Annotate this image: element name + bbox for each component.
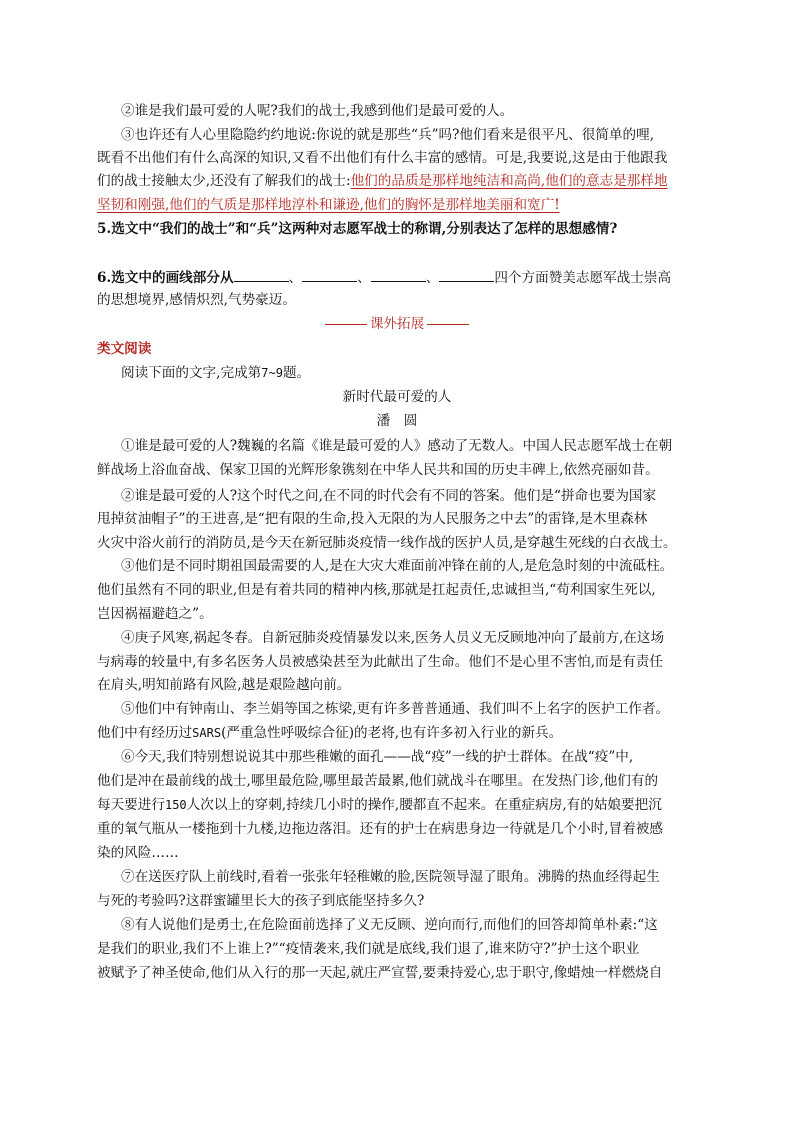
article-p8-line-2: 是我们的职业,我们不上谁上?”“疫情袭来,我们就是底线,我们退了,谁来防守?”护士这个职业 [97, 941, 640, 957]
reading-label: 类文阅读 [97, 341, 152, 357]
instruction-text: 题。 [282, 365, 311, 381]
underlined-passage: 坚韧和刚强,他们的气质是那样地淳朴和谦逊,他们的胸怀是那样地美丽和宽广! [97, 197, 560, 213]
article-p2-line-3: 火灾中浴火前行的消防员,是今天在新冠肺炎疫情一线作战的医护人员,是穿越生死线的白衣战士。 [97, 535, 677, 551]
article-p6-line-4: 重的氧气瓶从一楼拖到十九楼,边拖边落泪。还有的护士在病患身边一待就是几个小时,冒着被感 [97, 821, 663, 837]
article-p2-line-2: 甩掉贫油帽子”的王进喜,是“把有限的生命,投入无限的为人民服务之中去”的雷锋,是木里森林 [97, 511, 648, 527]
underlined-passage: 他们的品质是那样地纯洁和高尚,他们的意志是那样地 [350, 173, 668, 189]
article-title: 新时代最可爱的人 [342, 389, 452, 405]
article-p2-line-1: ②谁是最可爱的人?这个时代之问,在不同的时代会有不同的答案。他们是“拼命也要为国家 [121, 488, 657, 504]
text: 人次以上的穿刺,持续几小时的操作,腰都直不起来。在重症病房,有的姑娘要把沉 [186, 797, 662, 813]
separator: 、 [357, 270, 371, 286]
question-6-line-2: 的思想境界,感情炽烈,气势豪迈。 [97, 292, 296, 308]
answer-blank-2[interactable] [302, 267, 357, 282]
article-p4-line-1: ④庚子风寒,祸起冬春。自新冠肺炎疫情暴发以来,医务人员义无反顾地冲向了最前方,在这场 [121, 630, 665, 646]
paragraph-3-line-2: 既看不出他们有什么高深的知识,又看不出他们有什么丰富的感情。可是,我要说,这是由于他跟我 [97, 150, 668, 166]
article-p6-line-1: ⑥今天,我们特别想说说其中那些稚嫩的面孔——战“疫”一线的护士群体。在战“疫”中, [121, 749, 634, 765]
text: 每天要进行 [97, 797, 165, 813]
paragraph-3-line-1: ③也许还有人心里隐隐约约地说:你说的就是那些“兵”吗?他们看来是很平凡、很简单的哩, [121, 127, 655, 143]
article-p3-line-2: 他们虽然有不同的职业,但是有着共同的精神内核,那就是扛起责任,忠诚担当,“苟利国家生死以, [97, 582, 656, 598]
article-p8-line-3: 被赋予了神圣使命,他们从入行的那一天起,就庄严宣誓,要秉持爱心,忠于职守,像蜡烛一样燃烧自 [97, 965, 663, 981]
number: 150 [164, 798, 187, 812]
article-p6-line-5: 染的风险…… [97, 845, 179, 861]
question-range: 7~9 [261, 366, 283, 380]
separator: 、 [425, 270, 440, 286]
heading-rule-right [427, 324, 469, 325]
paragraph-2: ②谁是我们最可爱的人呢?我们的战士,我感到他们是最可爱的人。 [121, 103, 514, 119]
section-heading [0, 315, 794, 333]
paragraph-3-line-4 [97, 196, 560, 214]
heading-rule-left [325, 324, 367, 325]
article-p4-line-2: 与病毒的较量中,有多名医务人员被感染甚至为此献出了生命。他们不是心里不害怕,而是有责任 [97, 654, 663, 670]
article-p1-line-1: ①谁是最可爱的人?魏巍的名篇《谁是最可爱的人》感动了无数人。中国人民志愿军战士在朝 [121, 438, 673, 454]
text: 他们中有经历过 [97, 725, 193, 741]
paragraph-3-line-3 [97, 172, 668, 190]
article-p3-line-1: ③他们是不同时期祖国最需要的人,是在大灾大难面前冲锋在前的人,是危急时刻的中流砥柱。 [121, 558, 674, 574]
article-p6-line-3 [97, 796, 662, 814]
sars-abbrev: SARS [192, 726, 222, 740]
instruction-text: 阅读下面的文字,完成第 [121, 365, 262, 381]
article-p5-line-1: ⑤他们中有钟南山、李兰娟等国之栋梁,更有许多普普通通、我们叫不上名字的医护工作者。 [121, 701, 670, 717]
answer-blank-4[interactable] [439, 267, 494, 282]
article-p7-line-2: 与死的考验吗?这群蜜罐里长大的孩子到底能坚持多久? [97, 893, 425, 909]
question-6-suffix: 四个方面赞美志愿军战士崇高 [494, 270, 672, 286]
article-p6-line-2: 他们是冲在最前线的战士,哪里最危险,哪里最苦最累,他们就战斗在哪里。在发热门诊,他们有的 [97, 773, 659, 789]
article-p3-line-3: 岂因祸福避趋之”。 [97, 606, 213, 622]
text: (严重急性呼吸综合征)的老将,也有许多初入行业的新兵。 [221, 725, 563, 741]
article-p1-line-2: 鲜战场上浴血奋战、保家卫国的光辉形象镌刻在中华人民共和国的历史丰碑上,依然亮丽如昔。 [97, 462, 659, 478]
separator: 、 [288, 270, 303, 286]
section-title: 课外拓展 [369, 316, 425, 332]
question-6-line-1 [97, 267, 671, 285]
article-p4-line-3: 在肩头,明知前路有风险,越是艰险越向前。 [97, 677, 351, 693]
article-p7-line-1: ⑦在送医疗队上前线时,看着一张张年轻稚嫩的脸,医院领导湿了眼角。沸腾的热血经得起生 [121, 869, 660, 885]
article-p5-line-2 [97, 724, 562, 742]
instruction [121, 364, 310, 382]
answer-blank-3[interactable] [371, 267, 426, 282]
article-author: 潘 圆 [376, 413, 418, 429]
plain-text: 们的战士接触太少,还没有了解我们的战士: [97, 173, 351, 189]
article-p8-line-1: ⑧有人说他们是勇士,在危险面前选择了义无反顾、逆向而行,而他们的回答却简单朴素:“这 [121, 917, 658, 933]
answer-blank-1[interactable] [234, 267, 289, 282]
question-6-prefix: 6.选文中的画线部分从 [97, 270, 234, 286]
question-5: 5.选文中“我们的战士”和“兵”这两种对志愿军战士的称谓,分别表达了怎样的思想感情? [97, 221, 618, 237]
